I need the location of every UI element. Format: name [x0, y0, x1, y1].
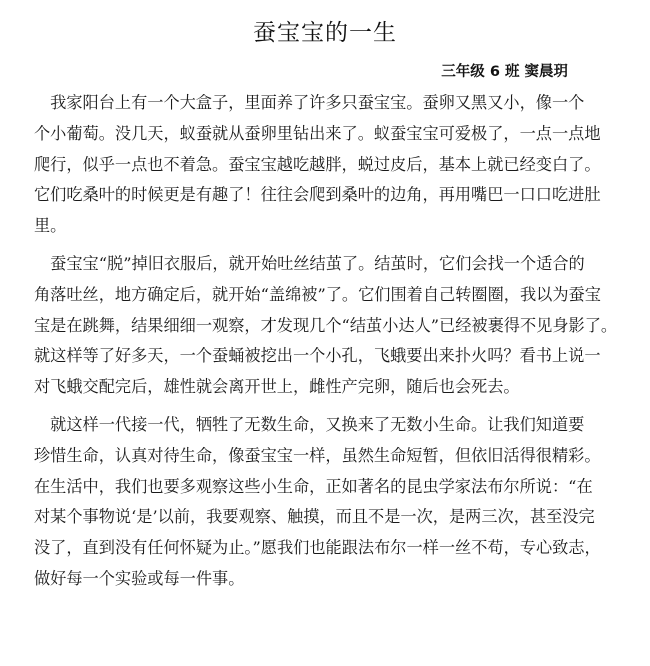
- text-line: 对某个事物说‘是’以前，我要观察、触摸，而且不是一次，是两三次，甚至没完: [34, 507, 595, 527]
- text-line: 没了，直到没有任何怀疑为止。”愿我们也能跟法布尔一样一丝不苟，专心致志，: [34, 538, 601, 558]
- author-line: 三年级 6 班 窦晨玥: [441, 64, 568, 80]
- text-line: 角落吐丝，地方确定后，就开始“盖绵被”了。它们围着自己转圈圈，我以为蚕宝: [34, 284, 601, 304]
- text-line: 里。: [34, 216, 67, 236]
- text-line: 它们吃桑叶的时候更是有趣了！往往会爬到桑叶的边角，再用嘴巴一口口吃进肚: [34, 185, 601, 205]
- paragraph-2: [34, 249, 620, 403]
- text-line: 个小葡萄。没几天，蚁蚕就从蚕卵里钻出来了。蚁蚕宝宝可爱极了，一点一点地: [34, 123, 601, 143]
- paragraph-3: [34, 410, 620, 595]
- paragraph-1: [34, 88, 620, 242]
- text-line: 蚕宝宝“脱”掉旧衣服后，就开始吐丝结茧了。结茧时，它们会找一个适合的: [34, 253, 585, 273]
- text-line: 我家阳台上有一个大盒子，里面养了许多只蚕宝宝。蚕卵又黑又小，像一个: [34, 93, 585, 112]
- text-line: 做好每一个实验或每一件事。: [34, 568, 245, 588]
- text-line: 在生活中，我们也要多观察这些小生命，正如著名的昆虫学家法布尔所说：“在: [34, 476, 593, 496]
- text-line: 珍惜生命，认真对待生命，像蚕宝宝一样，虽然生命短暂，但依旧活得很精彩。: [34, 445, 601, 465]
- text-line: 对飞蛾交配完后，雄性就会离开世上，雌性产完卵，随后也会死去。: [34, 377, 520, 397]
- document-body: [34, 88, 620, 602]
- text-line: 就这样等了好多天，一个蚕蛹被挖出一个小孔，飞蛾要出来扑火吗？看书上说一: [34, 346, 601, 366]
- text-line: 爬行，似乎一点也不着急。蚕宝宝越吃越胖，蜕过皮后，基本上就已经变白了。: [34, 154, 601, 174]
- text-line: 就这样一代接一代，牺牲了无数生命，又换来了无数小生命。让我们知道要: [34, 414, 585, 434]
- document-title: 蚕宝宝的一生: [253, 20, 397, 46]
- text-line: 宝是在跳舞，结果细细一观察，才发现几个“结茧小达人”已经被裹得不见身影了。: [34, 315, 618, 335]
